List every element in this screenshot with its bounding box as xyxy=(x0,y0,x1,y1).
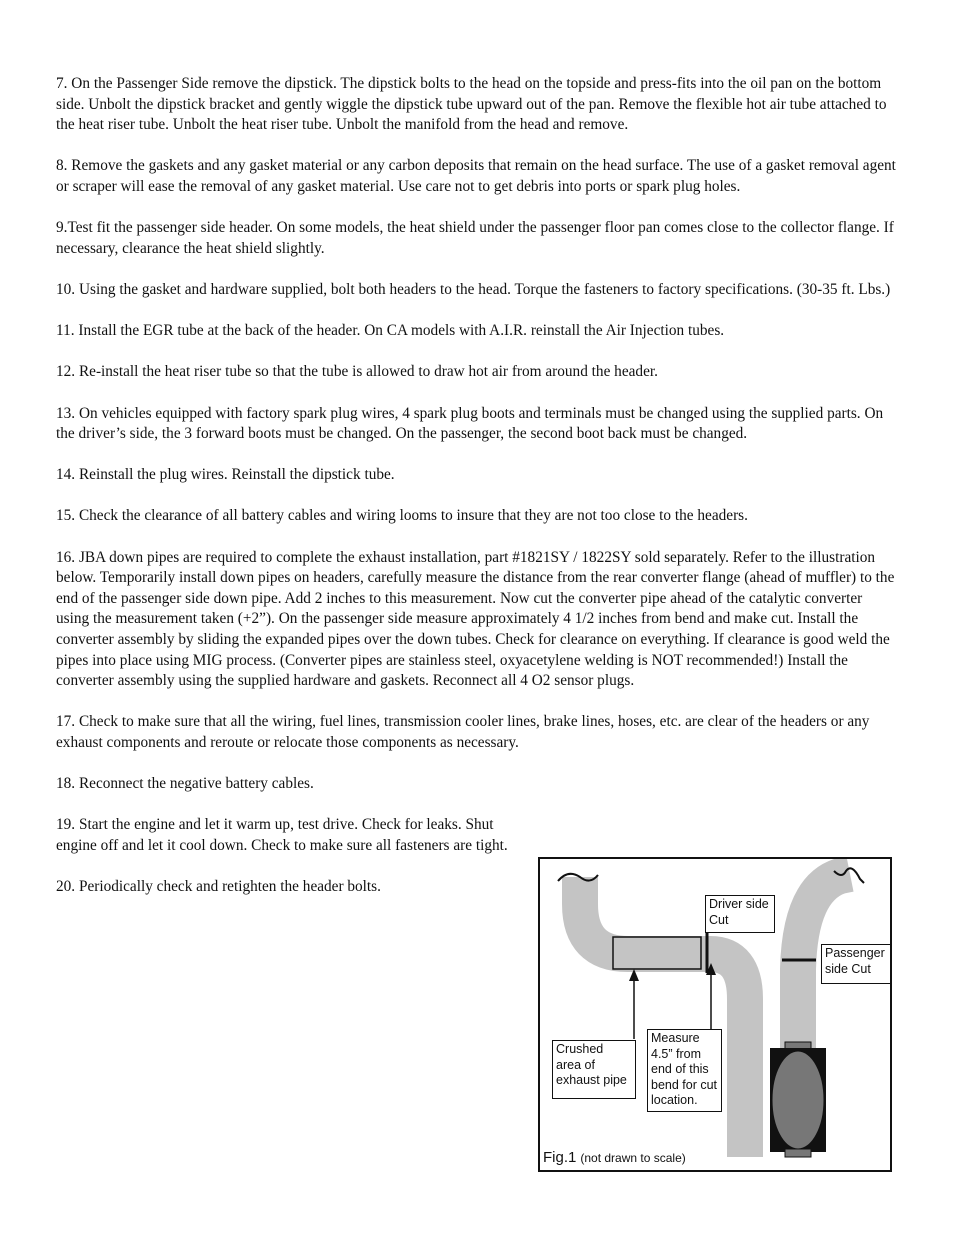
step-7: 7. On the Passenger Side remove the dipstick. The dipstick bolts to the head on the topside and press-fits into the oil pan on the bottom side. Unbolt the dipstick bracket and gently wiggle the dipstick tube upward out of the pan. Remove the flexible hot air tube attached to the heat riser tube. Unbolt the heat riser tube. Unbolt the manifold from the head and remove. xyxy=(56,75,887,134)
figure-caption-note: (not drawn to scale) xyxy=(580,1151,686,1165)
step-13: 13. On vehicles equipped with factory spark plug wires, 4 spark plug boots and terminals must be changed using the supplied parts. On the driver’s side, the 3 forward boots must be changed. On the passenger, the second boot back must be changed. xyxy=(56,404,884,443)
step-20: 20. Periodically check and retighten the header bolts. xyxy=(56,878,381,896)
catalytic-converter xyxy=(772,1051,824,1149)
step-16: 16. JBA down pipes are required to complete the exhaust installation, part #1821SY / 1822SY sold separately. Refer to the illustration below. Temporarily install down pipes on headers, carefully measure the distance from the rear converter flange (ahead of muffler) to the end of the passenger side down pipe. Add 2 inches to this measurement. Now cut the converter pipe ahead of the catalytic converter using the measurement taken (+2”). On the passenger side measure approximately 4 1/2 inches from bend and make cut. Install the converter assembly by sliding the expanded pipes over the down tubes. Check for clearance on everything. If clearance is good weld the pipes into place using MIG process. (Converter pipes are stainless steel, oxyacetylene welding is NOT recommended!) Install the converter assembly using the supplied hardware and gaskets. Reconnect all 4 O2 sensor plugs. xyxy=(56,548,895,690)
step-10: 10. Using the gasket and hardware supplied, bolt both headers to the head. Torque the fasteners to factory specifications. (30-35 ft. Lbs.) xyxy=(56,280,891,298)
crushed-area-label: Crushed area of exhaust pipe xyxy=(552,1040,636,1099)
step-15: 15. Check the clearance of all battery cables and wiring looms to insure that they are not too close to the headers. xyxy=(56,507,748,525)
step-19: 19. Start the engine and let it warm up, test drive. Check for leaks. Shut engine off and let it cool down. Check to make sure all fasteners are tight. xyxy=(56,816,508,854)
figure-caption-title: Fig.1 xyxy=(543,1149,577,1166)
step-14: 14. Reinstall the plug wires. Reinstall the dipstick tube. xyxy=(56,466,395,484)
step-9: 9.Test fit the passenger side header. On some models, the heat shield under the passenger floor pan comes close to the collector flange. If necessary, clearance the heat shield slightly. xyxy=(56,219,894,257)
step-17: 17. Check to make sure that all the wiring, fuel lines, transmission cooler lines, brake lines, hoses, etc. are clear of the headers or any exhaust components and reroute or relocate those components as necessary. xyxy=(56,713,870,751)
figure-caption xyxy=(543,1149,686,1167)
measure-label: Measure 4.5” from end of this bend for cut location. xyxy=(647,1029,722,1112)
step-18: 18. Reconnect the negative battery cables. xyxy=(56,775,314,793)
exhaust-diagram-figure xyxy=(538,857,892,1172)
step-8: 8. Remove the gaskets and any gasket material or any carbon deposits that remain on the head surface. The use of a gasket removal agent or scraper will ease the removal of any gasket material. Use care not to get debris into ports or spark plug holes. xyxy=(56,157,896,195)
converter-bottom-flange xyxy=(785,1149,811,1157)
instructions-text xyxy=(56,74,898,918)
step-12: 12. Re-install the heat riser tube so that the tube is allowed to draw hot air from around the header. xyxy=(56,363,658,381)
step-11: 11. Install the EGR tube at the back of the header. On CA models with A.I.R. reinstall the Air Injection tubes. xyxy=(56,322,725,340)
driver-side-cut-label: Driver side Cut xyxy=(705,895,775,933)
passenger-side-cut-label: Passenger side Cut xyxy=(821,944,891,984)
